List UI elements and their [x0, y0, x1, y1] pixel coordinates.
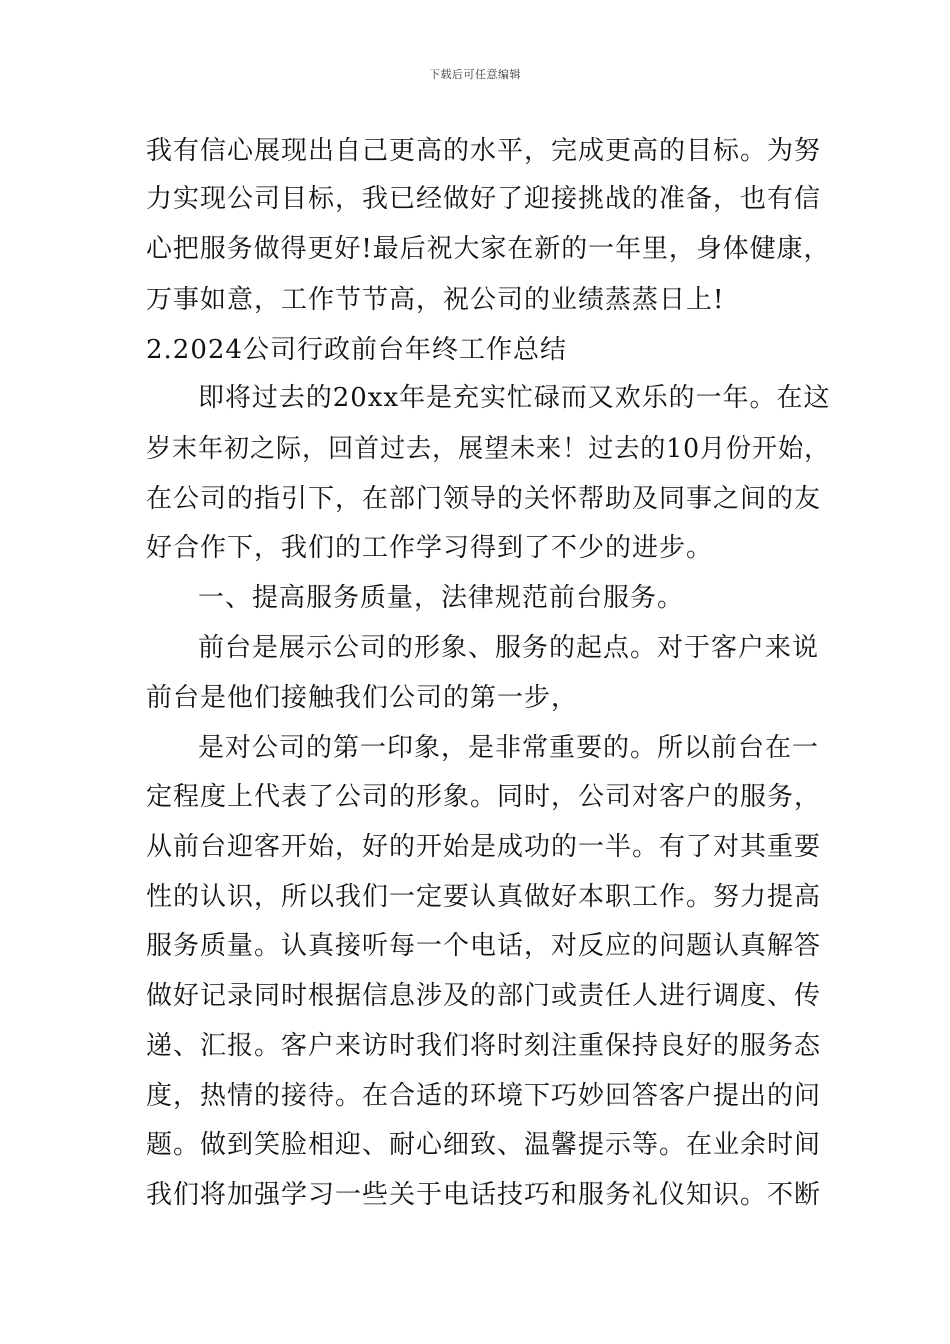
text-line: 在公司的指引下，在部门领导的关怀帮助及同事之间的友 — [146, 484, 822, 514]
text-line: 好合作下，我们的工作学习得到了不少的进步。 — [146, 533, 714, 563]
page-header: 下载后可任意编辑 — [429, 68, 521, 81]
text-line: 做好记录同时根据信息涉及的部门或责任人进行调度、传 — [146, 981, 822, 1011]
text-line: 万事如意，工作节节高，祝公司的业绩蒸蒸日上! — [146, 285, 725, 315]
text-line: 我有信心展现出自己更高的水平，完成更高的目标。为努 — [146, 136, 822, 166]
text-line: 我们将加强学习一些关于电话技巧和服务礼仪知识。不断 — [146, 1180, 822, 1210]
section-heading: 2.2024公司行政前台年终工作总结 — [146, 335, 567, 365]
text-line: 即将过去的20xx年是充实忙碌而又欢乐的一年。在这 — [198, 383, 831, 413]
text-line: 题。做到笑脸相迎、耐心细致、温馨提示等。在业余时间 — [146, 1130, 822, 1160]
text-line: 前台是展示公司的形象、服务的起点。对于客户来说 — [198, 633, 820, 663]
subheading: 一、提高服务质量，法律规范前台服务。 — [198, 583, 685, 613]
text-line: 性的认识，所以我们一定要认真做好本职工作。努力提高 — [146, 882, 822, 912]
text-line: 前台是他们接触我们公司的第一步， — [146, 683, 579, 713]
text-line: 定程度上代表了公司的形象。同时，公司对客户的服务， — [146, 782, 822, 812]
text-line: 从前台迎客开始，好的开始是成功的一半。有了对其重要 — [146, 832, 822, 862]
text-line: 是对公司的第一印象，是非常重要的。所以前台在一 — [198, 733, 820, 763]
text-line: 力实现公司目标，我已经做好了迎接挑战的准备，也有信 — [146, 184, 822, 214]
text-line: 岁末年初之际，回首过去，展望未来！过去的10月份开始， — [146, 434, 831, 464]
text-line: 心把服务做得更好!最后祝大家在新的一年里，身体健康， — [146, 234, 831, 264]
text-line: 服务质量。认真接听每一个电话，对反应的问题认真解答 — [146, 931, 822, 961]
text-line: 度，热情的接待。在合适的环境下巧妙回答客户提出的问 — [146, 1081, 822, 1111]
text-line: 递、汇报。客户来访时我们将时刻注重保持良好的服务态 — [146, 1031, 822, 1061]
